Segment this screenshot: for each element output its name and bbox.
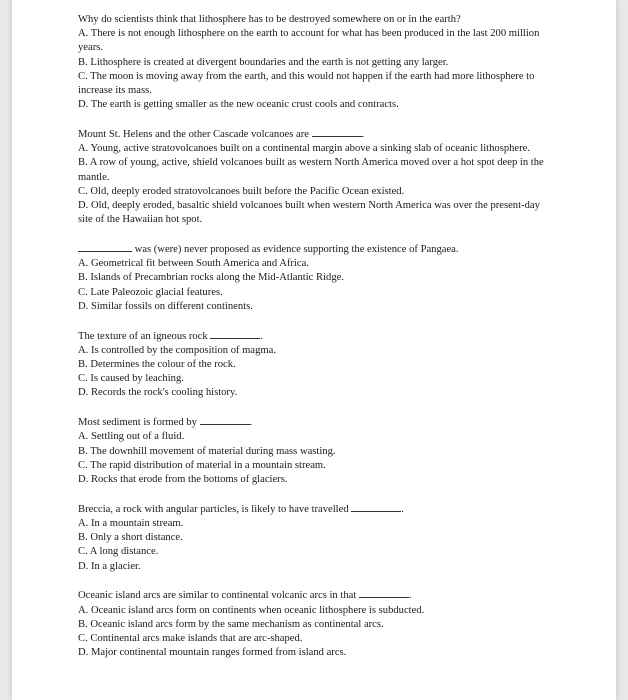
question-3-option-d: D. Similar fossils on different continents. xyxy=(78,300,253,312)
question-1-stem: Why do scientists think that lithosphere has to be destroyed somewhere on or in the earth? xyxy=(78,14,461,25)
question-6 xyxy=(78,502,554,574)
question-5-stem xyxy=(78,415,554,430)
question-7-option-b: B. Oceanic island arcs form by the same mechanism as continental arcs. xyxy=(78,618,384,630)
answer-blank xyxy=(78,242,132,252)
question-3-option-b: B. Islands of Precambrian rocks along the Mid-Atlantic Ridge. xyxy=(78,272,344,284)
question-6-option-b: B. Only a short distance. xyxy=(78,532,183,544)
question-4 xyxy=(78,329,554,401)
question-6-option-d: D. In a glacier. xyxy=(78,560,141,572)
question-3-option-a: A. Geometrical fit between South America and Africa. xyxy=(78,258,309,270)
question-7 xyxy=(78,588,554,660)
answer-blank xyxy=(351,502,401,512)
question-2-stem-text: Mount St. Helens and the other Cascade volcanoes are xyxy=(78,129,312,141)
question-5-stem-text: Most sediment is formed by xyxy=(78,417,200,429)
question-5-option-d: D. Rocks that erode from the bottoms of glaciers. xyxy=(78,474,288,486)
question-7-option-d: D. Major continental mountain ranges formed from island arcs. xyxy=(78,647,347,659)
answer-blank xyxy=(200,415,250,425)
question-6-stem-end: . xyxy=(401,503,404,515)
question-3-stem-text: was (were) never proposed as evidence supporting the existence of Pangaea. xyxy=(132,244,459,256)
question-6-stem-text: Breccia, a rock with angular particles, is likely to have travelled xyxy=(78,503,352,515)
question-1-option-b: B. Lithosphere is created at divergent boundaries and the earth is not getting any larger. xyxy=(78,56,449,68)
question-4-option-d: D. Records the rock's cooling history. xyxy=(78,387,238,399)
question-2-option-c: C. Old, deeply eroded stratovolcanoes built before the Pacific Ocean existed. xyxy=(78,185,405,197)
question-1-option-d: D. The earth is getting smaller as the new oceanic crust cools and contracts. xyxy=(78,99,399,111)
question-2-option-b: B. A row of young, active, shield volcanoes built as western North America moved over a hot spot deep in the mantle. xyxy=(78,157,544,183)
question-3 xyxy=(78,242,554,314)
question-4-option-c: C. Is caused by leaching. xyxy=(78,373,184,385)
question-7-option-c: C. Continental arcs make islands that are arc-shaped. xyxy=(78,633,303,645)
question-7-stem xyxy=(78,588,554,603)
question-7-stem-end: . xyxy=(408,590,412,602)
question-7-stem-text: Oceanic island arcs are similar to continental volcanic arcs in that xyxy=(78,590,359,602)
answer-blank xyxy=(359,588,409,598)
question-5-option-c: C. The rapid distribution of material in a mountain stream. xyxy=(78,459,326,471)
question-6-option-a: A. In a mountain stream. xyxy=(78,518,184,530)
question-5-option-b: B. The downhill movement of material during mass wasting. xyxy=(78,445,336,457)
question-2 xyxy=(78,127,554,227)
question-1-option-a: A. There is not enough lithosphere on the earth to account for what has been produced in the last 200 million years. xyxy=(78,28,540,54)
question-5-stem-end: . xyxy=(249,417,253,429)
question-4-stem-end: . xyxy=(260,330,264,342)
answer-blank xyxy=(312,127,362,137)
question-2-stem xyxy=(78,127,554,142)
question-4-stem xyxy=(78,329,554,344)
question-4-stem-text: The texture of an igneous rock xyxy=(78,330,211,342)
question-2-option-a: A. Young, active stratovolcanoes built on a continental margin above a sinking slab of oceanic lithosphere. xyxy=(78,143,530,155)
question-list xyxy=(78,13,554,675)
question-5 xyxy=(78,415,554,487)
question-4-option-a: A. Is controlled by the composition of magma. xyxy=(78,344,277,356)
question-2-option-d: D. Old, deeply eroded, basaltic shield volcanoes built when western North America was over the present-day site of the Hawaiian hot spot. xyxy=(78,200,540,226)
question-2-stem-end: . xyxy=(361,129,365,141)
question-6-stem xyxy=(78,502,554,517)
question-1 xyxy=(78,13,554,112)
question-3-stem xyxy=(78,242,554,257)
question-6-option-c: C. A long distance. xyxy=(78,546,159,558)
question-3-option-c: C. Late Paleozoic glacial features. xyxy=(78,286,223,298)
document-page xyxy=(12,0,616,700)
question-7-option-a: A. Oceanic island arcs form on continents when oceanic lithosphere is subducted. xyxy=(78,604,425,616)
question-5-option-a: A. Settling out of a fluid. xyxy=(78,431,185,443)
answer-blank xyxy=(210,329,260,339)
question-4-option-b: B. Determines the colour of the rock. xyxy=(78,359,236,371)
question-1-option-c: C. The moon is moving away from the earth, and this would not happen if the earth had more lithosphere to increase its mass. xyxy=(78,70,535,97)
